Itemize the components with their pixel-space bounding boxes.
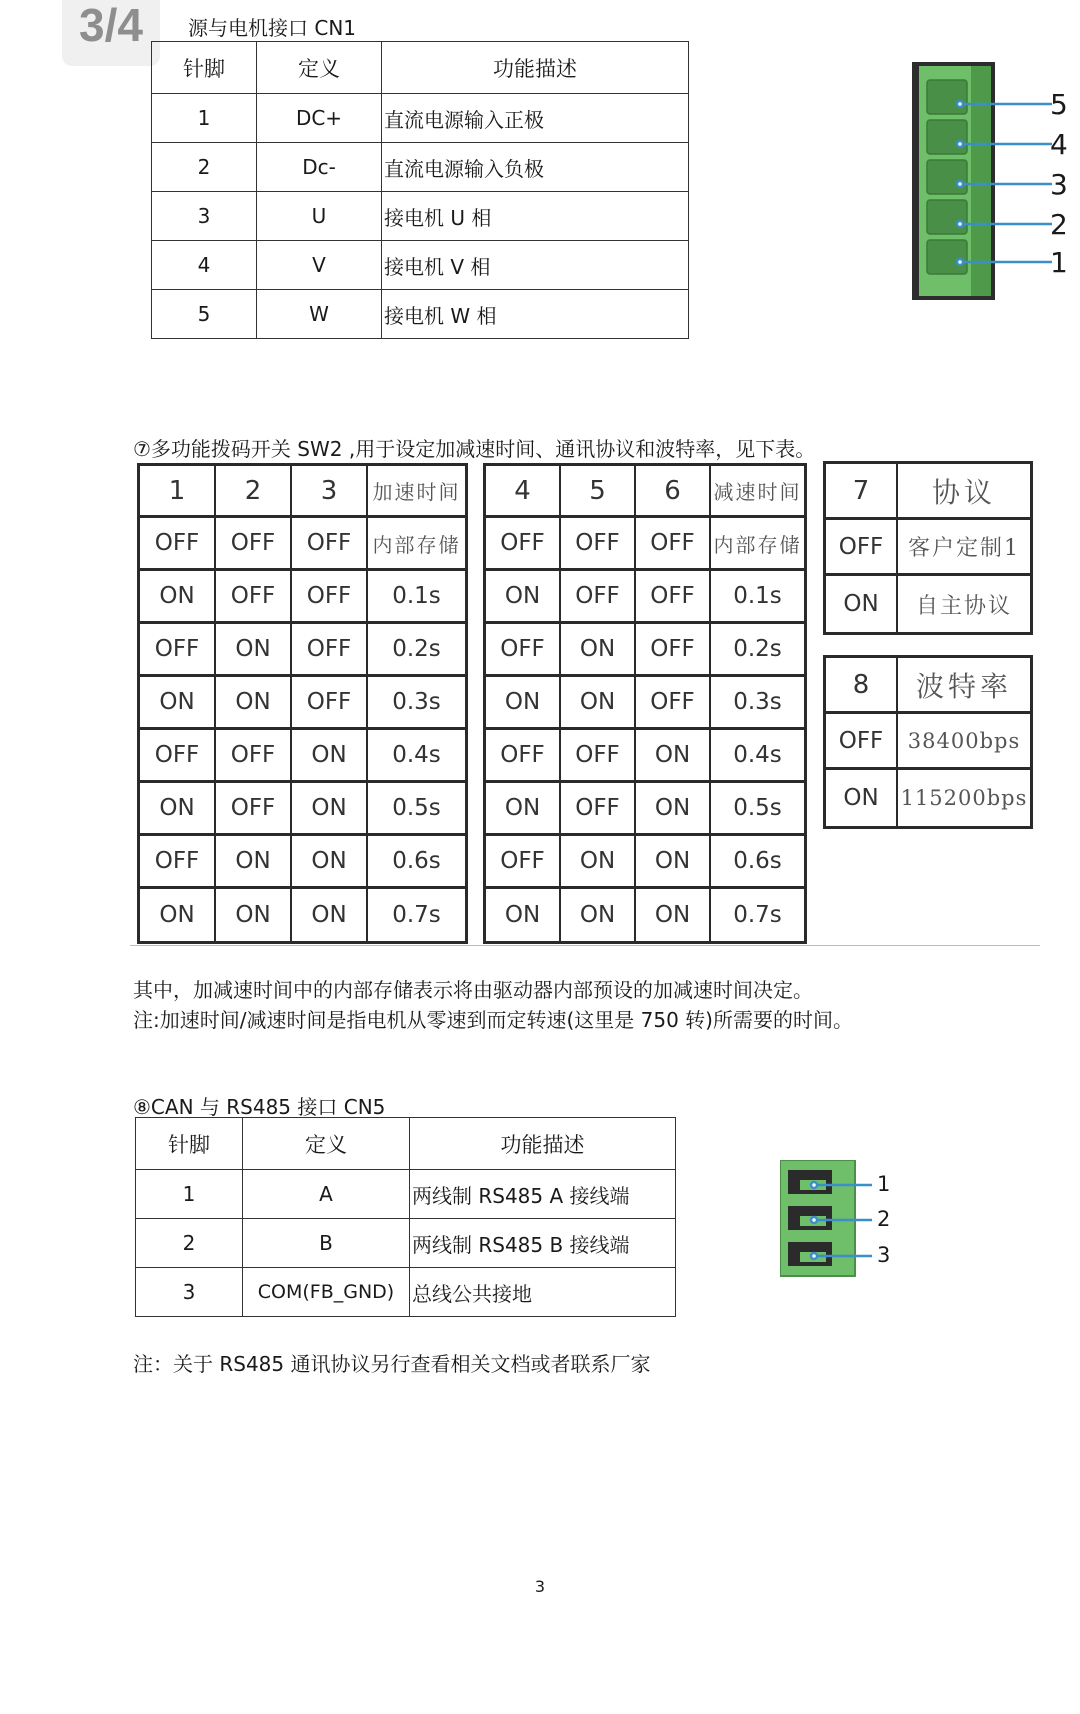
table-row (140, 783, 465, 836)
table-cell: ON (636, 730, 711, 783)
table-cell: ON (292, 730, 368, 783)
table-cell: ON (561, 677, 636, 730)
table-row (486, 730, 804, 783)
switch-number: 1 (140, 466, 216, 518)
cn1-pin-label: 2 (1050, 208, 1068, 241)
table-cell: 客户定制1 (898, 520, 1030, 576)
table-cell: 0.4s (368, 730, 465, 783)
table-cell: OFF (636, 518, 711, 571)
table-cell: ON (292, 889, 368, 941)
protocol-table (823, 461, 1033, 635)
table-cell: OFF (292, 518, 368, 571)
table-cell: DC+ (257, 94, 382, 143)
table-cell: 3 (152, 192, 257, 241)
table-cell: OFF (486, 518, 561, 571)
table-cell: ON (486, 783, 561, 836)
table-cell: W (257, 290, 382, 339)
table-cell: 1 (136, 1170, 243, 1219)
cn1-pin-label: 5 (1050, 88, 1068, 121)
accel-time-table (137, 463, 468, 944)
cn5-header: 针脚 (136, 1118, 243, 1170)
table-cell: 直流电源输入负极 (382, 143, 689, 192)
table-cell: 38400bps (898, 714, 1030, 770)
table-cell: 0.6s (368, 836, 465, 889)
table-cell: ON (561, 836, 636, 889)
table-cell: 0.7s (392, 902, 441, 928)
table-row (826, 770, 1030, 826)
table-cell: OFF (561, 783, 636, 836)
table-cell: B (243, 1219, 410, 1268)
table-cell: 2 (136, 1219, 243, 1268)
table-cell: OFF (140, 624, 216, 677)
table-cell: OFF (140, 730, 216, 783)
cn5-note: 注：关于 RS485 通讯协议另行查看相关文档或者联系厂家 (133, 1352, 651, 1376)
table-cell: 接电机 U 相 (382, 192, 689, 241)
table-row (486, 624, 804, 677)
table-row (486, 518, 804, 571)
table-cell: 内部存储 (711, 518, 804, 571)
table-row (140, 836, 465, 889)
cn1-pin-label: 3 (1050, 168, 1068, 201)
table-cell: ON (292, 783, 368, 836)
table-cell: 两线制 RS485 B 接线端 (410, 1219, 676, 1268)
table-cell: 2 (152, 143, 257, 192)
cn1-header: 功能描述 (382, 42, 689, 94)
table-cell: 0.2s (711, 624, 804, 677)
switch-number: 8 (826, 658, 898, 714)
decel-time-table (483, 463, 807, 944)
table-cell: 1 (152, 94, 257, 143)
table-cell: 总线公共接地 (410, 1268, 676, 1317)
accel-time-header: 加速时间 (368, 466, 465, 518)
cn5-header: 功能描述 (410, 1118, 676, 1170)
baud-rate-header: 波特率 (898, 658, 1030, 714)
sw2-caption: ⑦多功能拨码开关 SW2 ,用于设定加减速时间、通讯协议和波特率，见下表。 (133, 437, 816, 461)
table-cell: 0.5s (711, 783, 804, 836)
table-cell: 0.6s (711, 836, 804, 889)
baud-rate-table (823, 655, 1033, 829)
switch-number: 6 (636, 466, 711, 518)
cn1-caption: 源与电机接口 CN1 (188, 16, 357, 40)
decel-time-header: 减速时间 (711, 466, 804, 518)
table-cell: ON (486, 889, 561, 941)
table-cell: OFF (561, 518, 636, 571)
table-cell: 0.3s (711, 677, 804, 730)
switch-number: 2 (216, 466, 292, 518)
table-cell: OFF (140, 836, 216, 889)
table-row (826, 520, 1030, 576)
note-accel-definition: 注:加速时间/减速时间是指电机从零速到而定转速(这里是 750 转)所需要的时间。 (133, 1008, 853, 1032)
table-cell: 0.3s (368, 677, 465, 730)
page-badge: 3/4 (62, 0, 160, 66)
switch-number: 7 (826, 464, 898, 520)
table-row (486, 783, 804, 836)
table-cell: ON (140, 571, 216, 624)
switch-number: 3 (292, 466, 368, 518)
table-row (486, 677, 804, 730)
table-cell: ON (561, 624, 636, 677)
table-cell: OFF (140, 518, 216, 571)
table-cell: 内部存储 (368, 518, 465, 571)
table-cell: OFF (292, 677, 368, 730)
table-row (152, 143, 689, 192)
table-cell: 0.4s (711, 730, 804, 783)
protocol-header: 协议 (898, 464, 1030, 520)
table-row (826, 714, 1030, 770)
table-cell: OFF (216, 518, 292, 571)
table-cell: V (257, 241, 382, 290)
table-cell: OFF (486, 624, 561, 677)
table-cell: 接电机 W 相 (382, 290, 689, 339)
table-cell: 0.7s (733, 902, 782, 928)
table-cell: 直流电源输入正极 (382, 94, 689, 143)
table-cell: ON (486, 677, 561, 730)
table-row (136, 1219, 676, 1268)
table-cell: ON (561, 889, 636, 941)
table-cell: A (243, 1170, 410, 1219)
table-cell: ON (216, 889, 292, 941)
table-cell: 两线制 RS485 A 接线端 (410, 1170, 676, 1219)
table-cell: 0.2s (368, 624, 465, 677)
table-cell: OFF (826, 520, 898, 576)
table-cell: ON (216, 677, 292, 730)
table-cell: 接电机 V 相 (382, 241, 689, 290)
cn5-pin-label: 3 (877, 1243, 891, 1267)
table-cell: ON (292, 836, 368, 889)
table-cell: OFF (486, 836, 561, 889)
cn5-pin-label: 2 (877, 1207, 891, 1231)
cn1-pin-label: 4 (1050, 128, 1068, 161)
table-row (152, 192, 689, 241)
cn1-header: 定义 (257, 42, 382, 94)
cn5-pin-label: 1 (877, 1172, 891, 1196)
table-cell: U (257, 192, 382, 241)
cn5-table (135, 1117, 676, 1317)
table-cell: OFF (561, 730, 636, 783)
table-cell: OFF (292, 571, 368, 624)
table-row (140, 730, 465, 783)
table-cell: 自主协议 (915, 593, 1012, 619)
table-cell: COM(FB_GND) (243, 1268, 410, 1317)
table-row (826, 576, 1030, 632)
divider (130, 945, 1040, 946)
table-cell: OFF (216, 571, 292, 624)
cn1-header: 针脚 (152, 42, 257, 94)
table-row (152, 94, 689, 143)
table-cell: OFF (561, 571, 636, 624)
table-cell: 115200bps (900, 786, 1028, 810)
table-row (136, 1170, 676, 1219)
cn5-caption: ⑧CAN 与 RS485 接口 CN5 (133, 1095, 386, 1119)
table-row (136, 1268, 676, 1317)
table-row (152, 290, 689, 339)
table-cell: ON (636, 889, 711, 941)
table-row (486, 571, 804, 624)
switch-number: 4 (486, 466, 561, 518)
table-row (140, 571, 465, 624)
table-cell: ON (140, 889, 216, 941)
table-cell: ON (826, 770, 898, 826)
table-cell: 3 (136, 1268, 243, 1317)
table-row (140, 889, 465, 941)
table-cell: OFF (486, 730, 561, 783)
table-cell: OFF (216, 783, 292, 836)
table-cell: ON (636, 836, 711, 889)
table-cell: OFF (636, 677, 711, 730)
table-cell: Dc- (257, 143, 382, 192)
table-row (140, 677, 465, 730)
table-row (486, 889, 804, 941)
table-cell: 0.1s (368, 571, 465, 624)
table-cell: 4 (152, 241, 257, 290)
table-cell: ON (486, 571, 561, 624)
table-row (486, 836, 804, 889)
table-row (140, 518, 465, 571)
table-cell: OFF (216, 730, 292, 783)
switch-number: 5 (561, 466, 636, 518)
table-cell: ON (140, 677, 216, 730)
table-cell: ON (216, 836, 292, 889)
table-cell: 0.1s (711, 571, 804, 624)
note-internal-storage: 其中，加减速时间中的内部存储表示将由驱动器内部预设的加减速时间决定。 (133, 978, 813, 1002)
table-cell: 0.5s (368, 783, 465, 836)
page-number: 3 (534, 1577, 546, 1596)
cn1-pin-label: 1 (1050, 246, 1068, 279)
table-cell: OFF (826, 714, 898, 770)
cn1-table (151, 41, 689, 339)
cn5-header: 定义 (243, 1118, 410, 1170)
table-cell: ON (636, 783, 711, 836)
table-cell: 5 (152, 290, 257, 339)
table-cell: OFF (636, 624, 711, 677)
table-row (152, 241, 689, 290)
table-cell: OFF (636, 571, 711, 624)
table-cell: ON (216, 624, 292, 677)
table-cell: OFF (292, 624, 368, 677)
table-cell: ON (140, 783, 216, 836)
table-row (140, 624, 465, 677)
table-cell: ON (826, 576, 898, 632)
